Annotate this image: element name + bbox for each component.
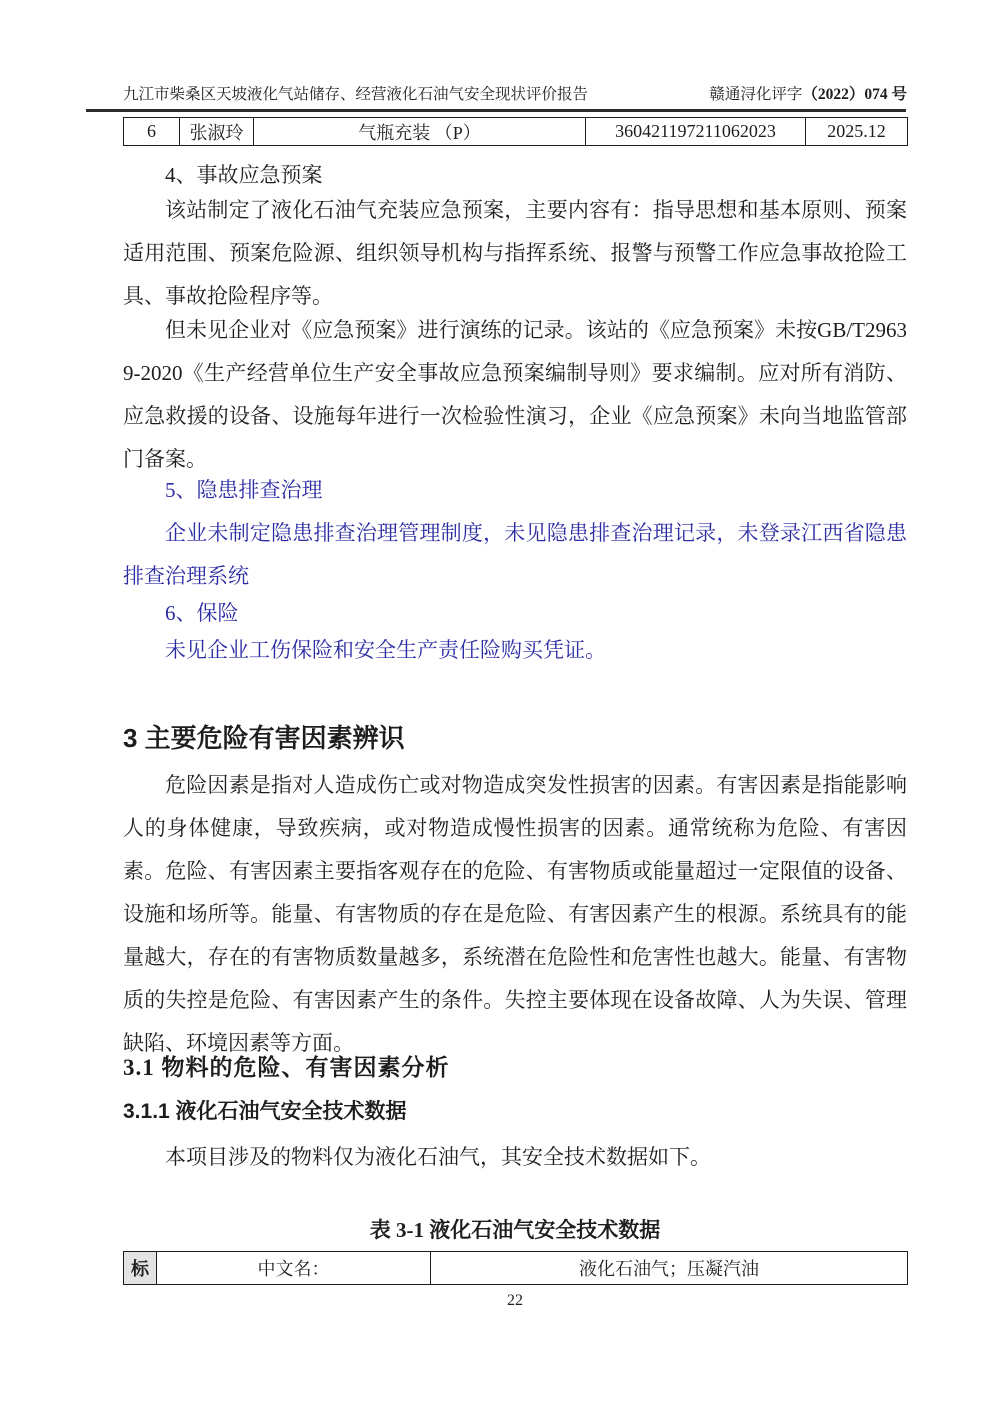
header-doc-number-prefix: 赣通浔化评字 [709,86,803,103]
cell-cert-no: 360421197211062023 [586,118,806,146]
table-row [124,118,908,146]
cell-name: 张淑玲 [180,118,254,146]
chapter-3-heading: 3 主要危险有害因素辨识 [123,723,405,753]
section-3-1-heading: 3.1 物料的危险、有害因素分析 [123,1055,450,1080]
cell-job: 气瓶充装 （P） [254,118,586,146]
section-4-title: 4、事故应急预案 [165,163,323,187]
chapter-3-paragraph: 危险因素是指对人造成伤亡或对物造成突发性损害的因素。有害因素是指能影响人的身体健康，导致疾病，或对物造成慢性损害的因素。通常统称为危险、有害因素。危险、有害因素主要指客观存在的危险、有害物质或能量超过一定限值的设备、设施和场所等。能量、有害物质的存在是危险、有害因素产生的根源。系统具有的能量越大，存在的有害物质数量越多，系统潜在危险性和危害性也越大。能量、有害物质的失控是危险、有害因素产生的条件。失控主要体现在设备故障、人为失误、管理缺陷、环境因素等方面。 [123,773,907,1055]
section-4-paragraph-2: 但未见企业对《应急预案》进行演练的记录。该站的《应急预案》未按GB/T29639-2020《生产经营单位生产安全事故应急预案编制导则》要求编制。应对所有消防、应急救援的设备、设施每年进行一次检验性演习，企业《应急预案》未向当地监管部门备案。 [123,318,907,471]
section-6-title: 6、保险 [165,601,239,625]
header-doc-number [709,82,907,104]
page-header [123,82,907,104]
table-3-1-caption: 表 3-1 液化石油气安全技术数据 [369,1218,661,1242]
section-3-1-1-heading: 3.1.1 液化石油气安全技术数据 [123,1100,407,1123]
header-title: 九江市柴桑区天坡液化气站储存、经营液化石油气安全现状评价报告 [123,86,589,103]
staff-cert-table [123,117,908,146]
cell-side-label: 标 [124,1252,157,1285]
page-number: 22 [507,1292,523,1309]
section-6-paragraph: 未见企业工伤保险和安全生产责任险购买凭证。 [165,638,606,662]
section-5-title: 5、隐患排查治理 [165,478,323,502]
section-5-paragraph: 企业未制定隐患排查治理管理制度，未见隐患排查治理记录，未登录江西省隐患排查治理系统 [123,521,907,588]
section-4-paragraph-1: 该站制定了液化石油气充装应急预案，主要内容有：指导思想和基本原则、预案适用范围、预案危险源、组织领导机构与指挥系统、报警与预警工作应急事故抢险工具、事故抢险程序等。 [123,198,907,308]
header-doc-number-bold: （2022）074 号 [802,86,907,103]
cell-field-name: 中文名： [157,1252,431,1285]
cell-valid-until: 2025.12 [806,118,908,146]
header-divider [86,109,906,112]
cell-field-value: 液化石油气；压凝汽油 [431,1252,908,1285]
table-row [124,1252,908,1285]
table-3-1 [123,1251,908,1285]
cell-index: 6 [124,118,180,146]
section-3-1-1-paragraph: 本项目涉及的物料仅为液化石油气，其安全技术数据如下。 [165,1145,711,1169]
